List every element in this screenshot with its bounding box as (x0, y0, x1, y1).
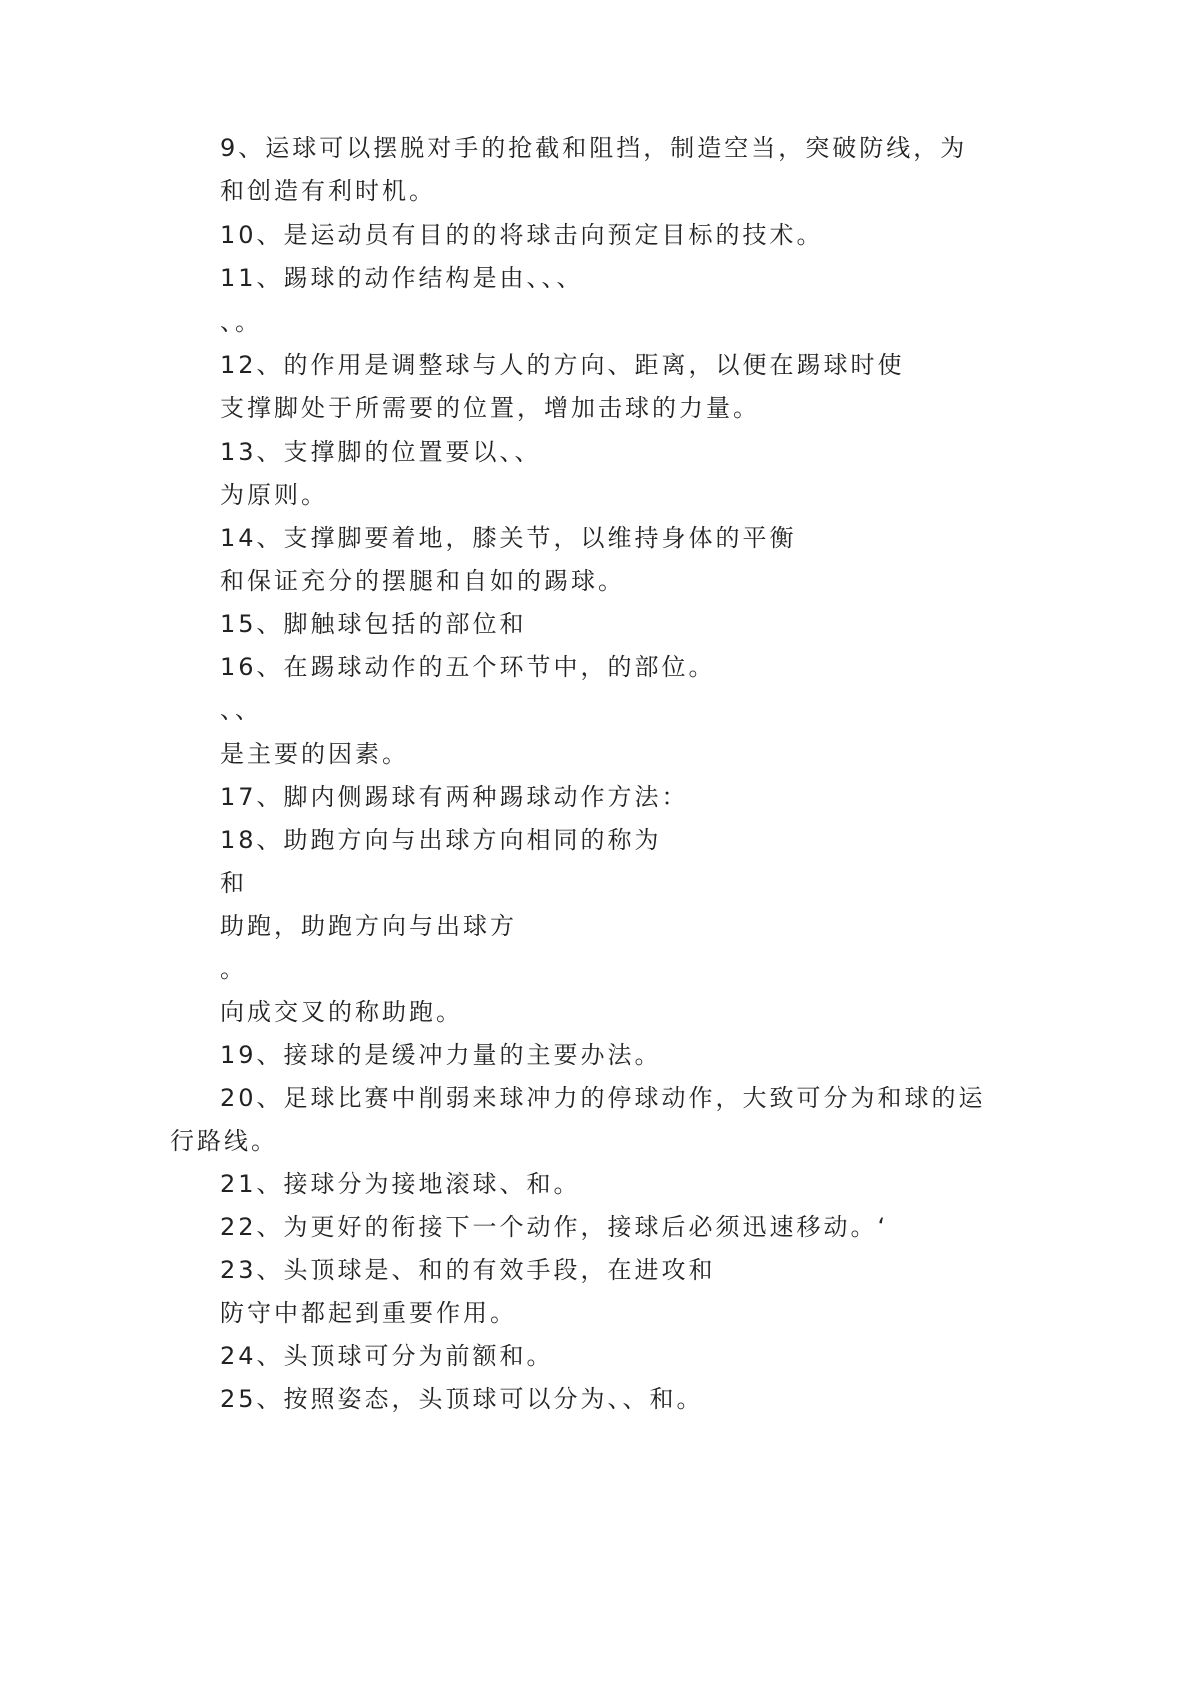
text-line: 支撑脚处于所需要的位置，增加击球的力量。 (220, 394, 760, 422)
text-line: 19、接球的是缓冲力量的主要办法。 (220, 1041, 662, 1069)
text-line: 18、助跑方向与出球方向相同的称为 (220, 826, 662, 854)
text-line: 10、是运动员有目的的将球击向预定目标的技术。 (220, 221, 824, 249)
text-line: 助跑，助跑方向与出球方 (220, 912, 517, 940)
text-line: 为原则。 (220, 481, 328, 509)
text-line: 24、头顶球可分为前额和。 (220, 1342, 554, 1370)
text-line: 9、运球可以摆脱对手的抢截和阻挡，制造空当，突破防线，为 (220, 134, 968, 162)
text-line: 行路线。 (170, 1127, 278, 1155)
text-line: 。 (220, 955, 247, 983)
text-line: 、。 (220, 308, 262, 336)
text-line: 15、脚触球包括的部位和 (220, 610, 527, 638)
text-line: 23、头顶球是、和的有效手段，在进攻和 (220, 1256, 716, 1284)
text-line: 20、足球比赛中削弱来球冲力的停球动作，大致可分为和球的运 (220, 1084, 986, 1112)
text-line: 12、的作用是调整球与人的方向、距离，以便在踢球时使 (220, 351, 905, 379)
text-line: 17、脚内侧踢球有两种踢球动作方法： (220, 783, 689, 811)
text-line: 向成交叉的称助跑。 (220, 998, 463, 1026)
text-line: 和创造有利时机。 (220, 177, 436, 205)
text-line: 防守中都起到重要作用。 (220, 1299, 517, 1327)
text-line: 25、按照姿态，头顶球可以分为、、和。 (220, 1385, 704, 1413)
text-line: 21、接球分为接地滚球、和。 (220, 1170, 581, 1198)
text-line: 22、为更好的衔接下一个动作，接球后必须迅速移动。‘ (220, 1213, 889, 1241)
text-line: 14、支撑脚要着地，膝关节，以维持身体的平衡 (220, 524, 797, 552)
text-line: 和保证充分的摆腿和自如的踢球。 (220, 567, 625, 595)
text-line: 13、支撑脚的位置要以、、 (220, 438, 542, 466)
text-line: 、、 (220, 696, 262, 724)
text-line: 11、踢球的动作结构是由、、、 (220, 264, 584, 292)
text-line: 和 (220, 869, 247, 897)
text-line: 是主要的因素。 (220, 740, 409, 768)
text-line: 16、在踢球动作的五个环节中，的部位。 (220, 653, 716, 681)
